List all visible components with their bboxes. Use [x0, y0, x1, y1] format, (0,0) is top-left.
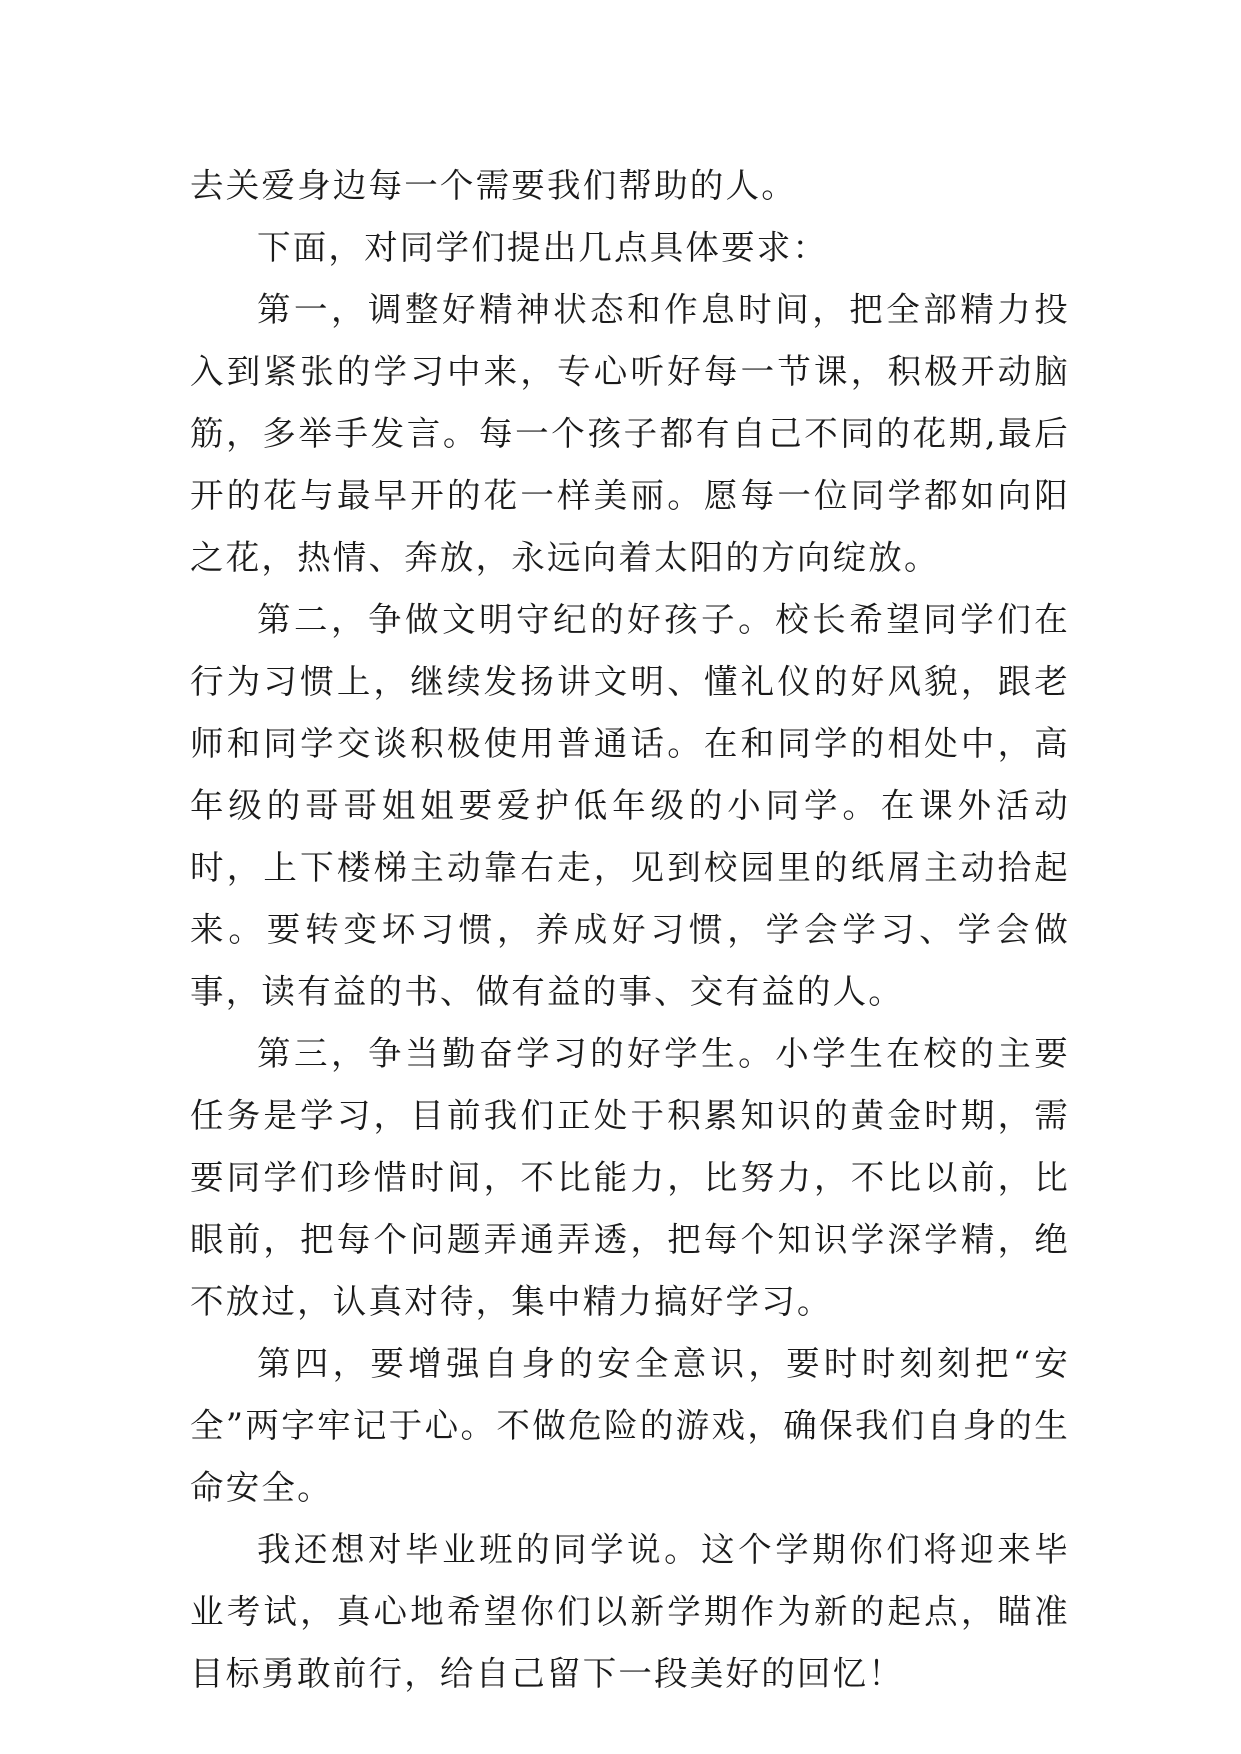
paragraph-requirements-intro: 下面，对同学们提出几点具体要求：: [257, 228, 829, 267]
paragraph-first-requirement: 第一，调整好精神状态和作息时间，把全部精力投入到紧张的学习中来，专心听好每一节课，积极开动脑筋，多举手发言。每一个孩子都有自己不同的花期,最后开的花与最早开的花一样美丽。愿每一位同学都如向阳之花，热情、奔放，永远向着太阳的方向绽放。: [190, 290, 1070, 577]
paragraph-fourth-requirement: 第四，要增强自身的安全意识，要时时刻刻把“安全”两字牢记于心。不做危险的游戏，确保我们自身的生命安全。: [190, 1344, 1070, 1507]
paragraph-continued: 去关爱身边每一个需要我们帮助的人。: [190, 166, 797, 205]
paragraph-second-requirement: 第二，争做文明守纪的好孩子。校长希望同学们在行为习惯上，继续发扬讲文明、懂礼仪的好风貌，跟老师和同学交谈积极使用普通话。在和同学的相处中，高年级的哥哥姐姐要爱护低年级的小同学。在课外活动时，上下楼梯主动靠右走，见到校园里的纸屑主动拾起来。要转变坏习惯，养成好习惯，学会学习、学会做事，读有益的书、做有益的事、交有益的人。: [190, 600, 1070, 1011]
paragraph-third-requirement: 第三，争当勤奋学习的好学生。小学生在校的主要任务是学习，目前我们正处于积累知识的黄金时期，需要同学们珍惜时间，不比能力，比努力，不比以前，比眼前，把每个问题弄通弄透，把每个知识学深学精，绝不放过，认真对待，集中精力搞好学习。: [190, 1034, 1070, 1321]
paragraph-graduating-class: 我还想对毕业班的同学说。这个学期你们将迎来毕业考试，真心地希望你们以新学期作为新的起点，瞄准目标勇敢前行，给自己留下一段美好的回忆！: [190, 1530, 1070, 1693]
body-text: [190, 155, 1070, 1705]
